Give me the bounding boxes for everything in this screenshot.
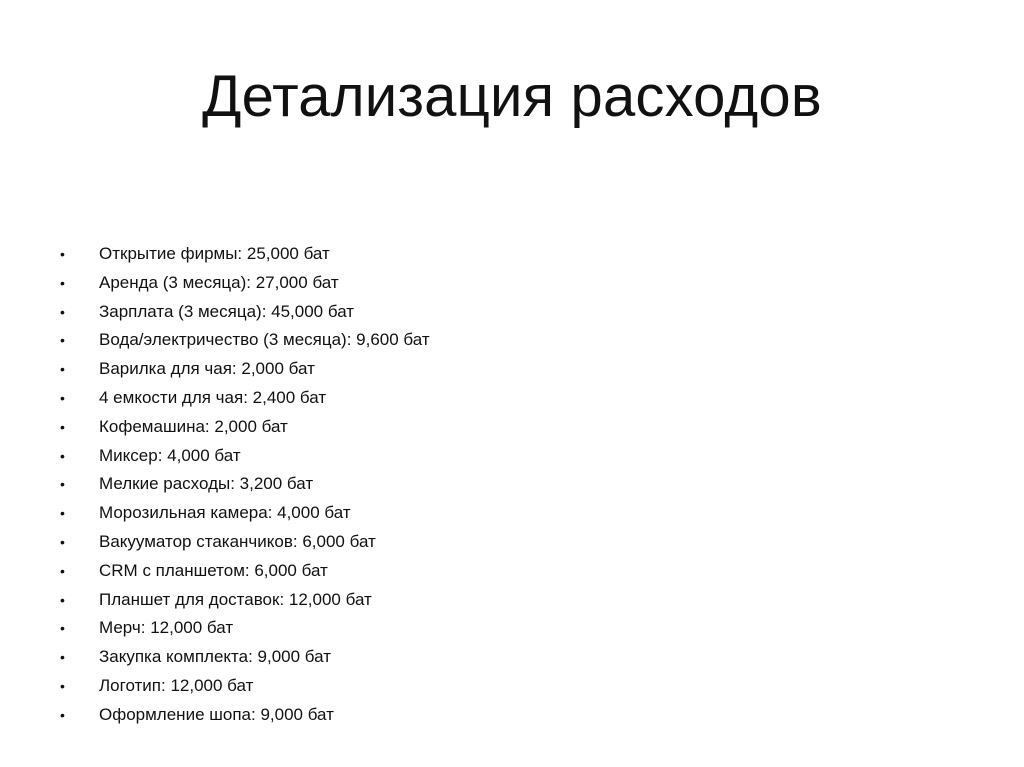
bullet-icon: • <box>60 649 65 666</box>
expense-item-text: Аренда (3 месяца): 27,000 бат <box>99 272 339 292</box>
expense-item <box>60 557 430 586</box>
expense-item <box>60 499 430 528</box>
expense-item <box>60 355 430 384</box>
expense-item-text: Вода/электричество (3 месяца): 9,600 бат <box>99 330 430 350</box>
expense-item-text: CRM с планшетом: 6,000 бат <box>99 560 328 580</box>
bullet-icon: • <box>60 303 65 320</box>
expense-item <box>60 614 430 643</box>
expense-item-text: Миксер: 4,000 бат <box>99 445 241 465</box>
expense-item-text: Закупка комплекта: 9,000 бат <box>99 647 331 667</box>
expense-item <box>60 586 430 615</box>
expense-item-text: Варилка для чая: 2,000 бат <box>99 359 315 379</box>
expense-item <box>60 240 430 269</box>
expense-item <box>60 701 430 730</box>
expense-item-text: Зарплата (3 месяца): 45,000 бат <box>99 301 355 321</box>
expense-item <box>60 384 430 413</box>
expense-item <box>60 413 430 442</box>
bullet-icon: • <box>60 591 65 608</box>
expense-item-text: Оформление шопа: 9,000 бат <box>99 704 334 724</box>
expense-item-text: Логотип: 12,000 бат <box>99 675 254 695</box>
expense-item <box>60 528 430 557</box>
bullet-icon: • <box>60 620 65 637</box>
expense-item-text: Морозильная камера: 4,000 бат <box>99 503 351 523</box>
expense-item-text: 4 емкости для чая: 2,400 бат <box>99 387 327 407</box>
bullet-icon: • <box>60 332 65 349</box>
expense-item-text: Планшет для доставок: 12,000 бат <box>99 589 372 609</box>
slide-title: Детализация расходов <box>202 64 822 129</box>
expense-item <box>60 643 430 672</box>
expense-item <box>60 442 430 471</box>
expense-item-text: Вакууматор стаканчиков: 6,000 бат <box>99 531 376 551</box>
bullet-icon: • <box>60 274 65 291</box>
bullet-icon: • <box>60 677 65 694</box>
bullet-icon: • <box>60 505 65 522</box>
expense-item <box>60 298 430 327</box>
expense-item <box>60 326 430 355</box>
bullet-icon: • <box>60 533 65 550</box>
expense-item-text: Открытие фирмы: 25,000 бат <box>99 244 330 263</box>
bullet-icon: • <box>60 476 65 493</box>
bullet-icon: • <box>60 418 65 435</box>
bullet-icon: • <box>60 361 65 378</box>
bullet-icon: • <box>60 246 65 262</box>
bullet-icon: • <box>60 706 65 723</box>
expense-item <box>60 470 430 499</box>
bullet-icon: • <box>60 389 65 406</box>
bullet-icon: • <box>60 447 65 464</box>
expense-item <box>60 269 430 298</box>
bullet-icon: • <box>60 562 65 579</box>
expense-item-text: Мелкие расходы: 3,200 бат <box>99 474 314 494</box>
expense-item <box>60 672 430 701</box>
expense-item-text: Кофемашина: 2,000 бат <box>99 416 288 436</box>
expense-list <box>60 240 430 730</box>
expense-item-text: Мерч: 12,000 бат <box>99 618 234 638</box>
